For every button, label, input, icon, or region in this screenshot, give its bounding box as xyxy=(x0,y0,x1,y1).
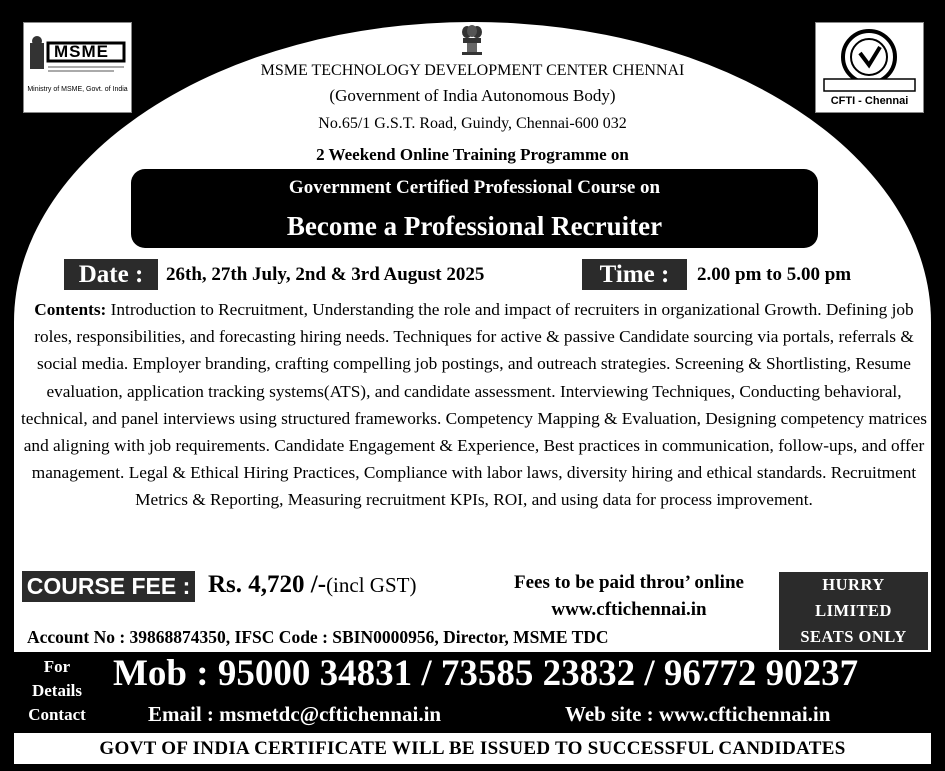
course-title-box xyxy=(131,169,818,248)
certificate-banner: GOVT OF INDIA CERTIFICATE WILL BE ISSUED TO SUCCESSFUL CANDIDATES xyxy=(14,733,931,764)
payment-info: Fees to be paid throu’ online xyxy=(514,572,744,593)
contact-email: Email : msmetdc@cftichennai.in xyxy=(148,702,442,726)
contact-label-for: For xyxy=(43,657,71,676)
contents-text: Introduction to Recruitment, Understanding the role and impact of recruiters in organizational Growth. Defining job roles, responsibilities, and forecasting hiring needs. Techniques for active & passive Candidate sourcing via portals, referrals & social media. Employer branding, crafting compelling job postings, and outreach strategies. Screening & Shortlisting, Resume evaluation, application tracking systems(ATS), and candidate assessment. Interviewing Techniques, Conducting behavioral, technical, and panel interviews using structured frameworks. Competency Mapping & Evaluation, Designing competency matrices and aligning with job requirements. Candidate Engagement & Experience, Best practices in communication, follow-ups, and offer management. Legal & Ethical Hiring Practices, Compliance with labor laws, diversity hiring and ethical standards. Recruitment Metrics & Reporting, Measuring recruitment KPIs, ROI, and using data for process improvement. xyxy=(20,300,928,510)
contact-label-details: Details xyxy=(31,681,83,700)
fee-gst-note: (incl GST) xyxy=(326,573,417,597)
msme-emblem-icon xyxy=(24,23,131,112)
course-contents xyxy=(18,296,930,514)
payment-website: www.cftichennai.in xyxy=(551,599,707,620)
hurry-badge xyxy=(779,572,928,650)
msme-brand-text: MSME xyxy=(54,42,109,61)
msme-logo xyxy=(23,22,132,113)
mobile-numbers: Mob : 95000 34831 / 73585 23832 / 96772 90237 xyxy=(113,653,859,694)
cfti-label: CFTI - Chennai xyxy=(830,95,909,107)
org-address: No.65/1 G.S.T. Road, Guindy, Chennai-600 032 xyxy=(318,115,627,132)
cfti-logo xyxy=(815,22,924,113)
time-value: 2.00 pm to 5.00 pm xyxy=(697,264,852,285)
date-label: Date : xyxy=(64,259,158,290)
org-subtitle: (Government of India Autonomous Body) xyxy=(329,86,616,105)
for-details-label xyxy=(14,655,100,727)
msme-subtitle: Ministry of MSME, Govt. of India xyxy=(27,86,128,93)
contact-label-contact: Contact xyxy=(28,705,86,724)
hurry-line2: LIMITED xyxy=(815,601,892,620)
course-fee-label: COURSE FEE : xyxy=(22,571,195,602)
national-emblem-icon xyxy=(459,24,485,56)
account-details: Account No : 39868874350, IFSC Code : SBIN0000956, Director, MSME TDC xyxy=(27,627,609,647)
course-title: Become a Professional Recruiter xyxy=(286,211,663,241)
org-name: MSME TECHNOLOGY DEVELOPMENT CENTER CHENNAI xyxy=(260,62,685,79)
contact-website: Web site : www.cftichennai.in xyxy=(565,702,831,726)
hurry-line3: SEATS ONLY xyxy=(800,627,907,646)
time-label: Time : xyxy=(582,259,687,290)
fee-amount: Rs. 4,720 /- xyxy=(208,571,327,598)
hurry-line1: HURRY xyxy=(822,575,885,594)
programme-heading: 2 Weekend Online Training Programme on xyxy=(316,145,629,164)
contents-label: Contents: xyxy=(34,300,107,319)
course-fee-amount xyxy=(208,571,416,599)
date-value: 26th, 27th July, 2nd & 3rd August 2025 xyxy=(166,264,485,285)
course-title-line1: Government Certified Professional Course on xyxy=(288,177,661,198)
